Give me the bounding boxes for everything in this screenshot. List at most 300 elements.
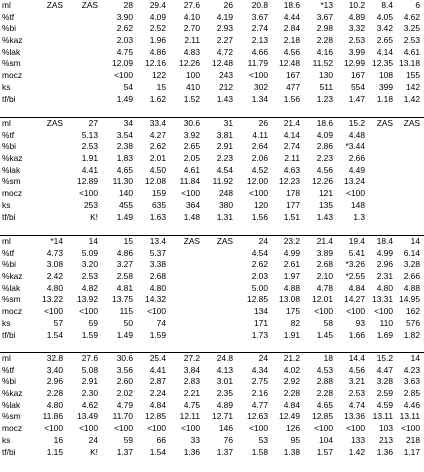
table-cell[interactable]: 167 — [351, 70, 365, 81]
table-cell[interactable]: 2.58 — [116, 271, 133, 282]
table-cell[interactable]: 1.56 — [251, 211, 268, 222]
table-cell[interactable]: 2.52 — [149, 23, 166, 34]
table-cell[interactable]: 2.24 — [149, 388, 166, 399]
table-cell[interactable]: 4.82 — [81, 282, 98, 293]
table-cell[interactable]: 2.60 — [116, 376, 133, 387]
table-cell[interactable]: 2.61 — [283, 259, 300, 270]
table-cell[interactable]: 2.86 — [316, 141, 333, 152]
table-cell[interactable]: 5.09 — [81, 247, 98, 258]
table-cell[interactable]: 95 — [290, 434, 300, 445]
table-cell[interactable]: 4.50 — [149, 164, 166, 175]
table-cell[interactable]: 33.4 — [149, 118, 166, 128]
table-cell[interactable]: 2.66 — [348, 153, 365, 164]
row-label[interactable]: %bi — [2, 23, 16, 34]
table-cell[interactable]: 1.82 — [403, 329, 420, 340]
table-cell[interactable]: 53 — [258, 434, 268, 445]
table-cell[interactable]: 1.23 — [316, 93, 333, 104]
table-cell[interactable]: 13.11 — [399, 411, 420, 422]
table-cell[interactable]: 4.88 — [403, 282, 420, 293]
table-cell[interactable]: 3.84 — [183, 364, 200, 375]
table-cell[interactable]: 1.36 — [376, 446, 393, 457]
table-cell[interactable]: 2.91 — [216, 141, 233, 152]
table-cell[interactable]: 13.4 — [149, 236, 166, 246]
table-cell[interactable]: 120 — [254, 199, 268, 210]
table-cell[interactable]: 5.13 — [81, 129, 98, 140]
table-cell[interactable]: 1.49 — [116, 93, 133, 104]
row-label[interactable]: %lak — [2, 282, 21, 293]
table-cell[interactable]: 19.4 — [348, 236, 365, 246]
table-cell[interactable]: 28 — [123, 0, 133, 10]
table-cell[interactable]: 1.43 — [316, 211, 333, 222]
table-cell[interactable]: 5.41 — [348, 247, 365, 258]
row-label[interactable]: %sm — [2, 411, 21, 422]
table-cell[interactable]: 15.2 — [348, 118, 365, 128]
table-cell[interactable]: 133 — [351, 434, 365, 445]
table-cell[interactable]: 59 — [123, 434, 133, 445]
table-cell[interactable]: 135 — [319, 199, 333, 210]
table-cell[interactable]: 243 — [219, 70, 233, 81]
table-cell[interactable]: 2.65 — [183, 141, 200, 152]
table-cell[interactable]: 140 — [119, 188, 133, 199]
table-cell[interactable]: 6.14 — [403, 247, 420, 258]
table-cell[interactable]: 3.38 — [149, 259, 166, 270]
table-cell[interactable]: 4.89 — [348, 11, 365, 22]
table-cell[interactable]: 1.36 — [183, 446, 200, 457]
row-label[interactable]: %sm — [2, 294, 21, 305]
table-cell[interactable]: K! — [90, 446, 98, 457]
row-label[interactable]: tf/bi — [2, 446, 16, 457]
table-cell[interactable]: 399 — [379, 81, 393, 92]
table-cell[interactable]: 148 — [351, 199, 365, 210]
table-cell[interactable]: 4.19 — [216, 11, 233, 22]
table-cell[interactable]: 3.67 — [251, 11, 268, 22]
table-cell[interactable]: 4.77 — [251, 399, 268, 410]
row-label[interactable]: %bi — [2, 259, 16, 270]
table-cell[interactable]: 4.99 — [283, 247, 300, 258]
table-cell[interactable]: <100 — [314, 423, 333, 434]
table-cell[interactable]: 12.63 — [247, 411, 268, 422]
table-cell[interactable]: 21.4 — [316, 236, 333, 246]
table-cell[interactable]: 2.91 — [81, 376, 98, 387]
table-cell[interactable]: 3.20 — [81, 259, 98, 270]
table-cell[interactable]: 511 — [319, 81, 333, 92]
row-label[interactable]: ml — [2, 236, 11, 246]
table-cell[interactable]: 3.27 — [116, 259, 133, 270]
table-cell[interactable]: 1.18 — [376, 93, 393, 104]
table-cell[interactable]: 4.80 — [46, 282, 63, 293]
table-cell[interactable]: 93 — [355, 317, 365, 328]
table-cell[interactable]: 1.62 — [149, 93, 166, 104]
table-cell[interactable]: 2.28 — [283, 388, 300, 399]
table-cell[interactable]: 1.59 — [81, 329, 98, 340]
table-cell[interactable]: 4.49 — [348, 164, 365, 175]
table-cell[interactable]: 3.42 — [376, 23, 393, 34]
table-cell[interactable]: 4.61 — [403, 46, 420, 57]
table-cell[interactable]: 4.14 — [283, 129, 300, 140]
table-cell[interactable]: 364 — [186, 199, 200, 210]
table-cell[interactable]: 4.84 — [283, 399, 300, 410]
table-cell[interactable]: <100 — [114, 423, 133, 434]
table-cell[interactable]: 4.89 — [216, 399, 233, 410]
table-cell[interactable]: 14.27 — [344, 294, 365, 305]
table-cell[interactable]: 3.81 — [216, 129, 233, 140]
table-cell[interactable]: 12.11 — [179, 411, 200, 422]
table-cell[interactable]: 3.28 — [403, 259, 420, 270]
table-cell[interactable]: 213 — [379, 434, 393, 445]
table-cell[interactable]: 1.91 — [283, 329, 300, 340]
table-cell[interactable]: <100 — [401, 423, 420, 434]
table-cell[interactable]: 2.53 — [348, 35, 365, 46]
table-cell[interactable]: 15 — [123, 236, 133, 246]
table-cell[interactable]: 3.25 — [403, 23, 420, 34]
table-cell[interactable]: 13.31 — [372, 294, 393, 305]
table-cell[interactable]: 14 — [410, 236, 420, 246]
table-cell[interactable]: 32.8 — [46, 353, 63, 363]
table-cell[interactable]: 2.38 — [116, 141, 133, 152]
table-cell[interactable]: 142 — [406, 81, 420, 92]
table-cell[interactable]: 27.2 — [183, 353, 200, 363]
row-label[interactable]: mocz — [2, 423, 23, 434]
table-cell[interactable]: 2.35 — [216, 388, 233, 399]
table-cell[interactable]: 178 — [286, 188, 300, 199]
table-cell[interactable]: 30.6 — [116, 353, 133, 363]
row-label[interactable]: %kaz — [2, 153, 23, 164]
table-cell[interactable]: 24 — [88, 434, 98, 445]
table-cell[interactable]: 2.01 — [149, 153, 166, 164]
table-cell[interactable]: *3.26 — [345, 259, 365, 270]
table-cell[interactable]: 24 — [258, 236, 268, 246]
table-cell[interactable]: 4.56 — [283, 46, 300, 57]
table-cell[interactable]: 12.01 — [312, 294, 333, 305]
table-cell[interactable]: 4.41 — [149, 364, 166, 375]
table-cell[interactable]: 1.73 — [251, 329, 268, 340]
table-cell[interactable]: 13.08 — [279, 294, 300, 305]
table-cell[interactable]: 2.96 — [376, 259, 393, 270]
table-cell[interactable]: 13.22 — [42, 294, 63, 305]
table-cell[interactable]: 122 — [152, 70, 166, 81]
table-cell[interactable]: 1.37 — [116, 446, 133, 457]
table-cell[interactable]: 1.54 — [46, 329, 63, 340]
row-label[interactable]: tf/bi — [2, 211, 16, 222]
table-cell[interactable]: 12.26 — [312, 176, 333, 187]
table-cell[interactable]: 2.74 — [283, 141, 300, 152]
table-cell[interactable]: 2.16 — [251, 388, 268, 399]
table-cell[interactable]: 126 — [286, 423, 300, 434]
table-cell[interactable]: 1.42 — [403, 93, 420, 104]
row-label[interactable]: %kaz — [2, 271, 23, 282]
table-cell[interactable]: 3.54 — [116, 129, 133, 140]
table-cell[interactable]: 2.30 — [81, 388, 98, 399]
table-cell[interactable]: ZAS — [46, 0, 63, 10]
table-cell[interactable]: 2.85 — [403, 388, 420, 399]
table-cell[interactable]: 4.88 — [283, 282, 300, 293]
table-cell[interactable]: <100 — [249, 188, 268, 199]
table-cell[interactable]: 4.16 — [316, 46, 333, 57]
table-cell[interactable]: 1.91 — [81, 153, 98, 164]
table-cell[interactable]: 4.81 — [116, 282, 133, 293]
table-cell[interactable]: 11.30 — [112, 176, 133, 187]
table-cell[interactable]: 24.8 — [216, 353, 233, 363]
table-cell[interactable]: 14 — [88, 236, 98, 246]
table-cell[interactable]: 2.68 — [149, 271, 166, 282]
table-cell[interactable]: 12.85 — [145, 411, 166, 422]
table-cell[interactable]: 4.34 — [251, 364, 268, 375]
table-cell[interactable]: 2.84 — [283, 23, 300, 34]
row-label[interactable]: ks — [2, 81, 11, 92]
table-cell[interactable]: 50 — [123, 317, 133, 328]
table-cell[interactable]: 4.75 — [116, 46, 133, 57]
table-cell[interactable]: <100 — [79, 188, 98, 199]
table-cell[interactable]: 477 — [286, 81, 300, 92]
table-cell[interactable]: <100 — [181, 423, 200, 434]
table-cell[interactable]: 8.4 — [381, 0, 393, 10]
table-cell[interactable]: 1.49 — [116, 329, 133, 340]
table-cell[interactable]: 13.92 — [77, 294, 98, 305]
row-label[interactable]: %kaz — [2, 35, 23, 46]
table-cell[interactable]: 2.18 — [283, 35, 300, 46]
table-cell[interactable]: 58 — [323, 317, 333, 328]
table-cell[interactable]: 2.87 — [149, 376, 166, 387]
table-cell[interactable]: 2.96 — [46, 376, 63, 387]
table-cell[interactable]: <100 — [181, 188, 200, 199]
table-cell[interactable]: 18.4 — [376, 236, 393, 246]
table-cell[interactable]: 4.86 — [149, 46, 166, 57]
table-cell[interactable]: 218 — [406, 434, 420, 445]
table-cell[interactable]: 13.36 — [344, 411, 365, 422]
table-cell[interactable]: 134 — [254, 306, 268, 317]
table-cell[interactable]: 2.13 — [251, 35, 268, 46]
table-cell[interactable]: 82 — [290, 317, 300, 328]
table-cell[interactable]: 110 — [379, 317, 393, 328]
table-cell[interactable]: 1.48 — [183, 211, 200, 222]
table-cell[interactable]: 31 — [223, 118, 233, 128]
table-cell[interactable]: 115 — [119, 306, 133, 317]
table-cell[interactable]: 4.99 — [376, 247, 393, 258]
table-cell[interactable]: 4.84 — [348, 282, 365, 293]
table-cell[interactable]: 11.86 — [42, 411, 63, 422]
table-cell[interactable]: 2.62 — [251, 259, 268, 270]
table-cell[interactable]: 21.2 — [283, 353, 300, 363]
table-cell[interactable]: 167 — [286, 70, 300, 81]
table-cell[interactable]: 4.86 — [116, 247, 133, 258]
table-cell[interactable]: 2.66 — [403, 271, 420, 282]
table-cell[interactable]: 5.37 — [149, 247, 166, 258]
table-cell[interactable]: 25.4 — [149, 353, 166, 363]
table-cell[interactable]: 2.28 — [46, 388, 63, 399]
table-cell[interactable]: 212 — [219, 81, 233, 92]
table-cell[interactable]: 4.14 — [376, 46, 393, 57]
table-cell[interactable]: 2.42 — [46, 271, 63, 282]
table-cell[interactable]: 554 — [351, 81, 365, 92]
row-label[interactable]: %lak — [2, 399, 21, 410]
table-cell[interactable]: 1.63 — [149, 211, 166, 222]
table-cell[interactable]: 3.63 — [403, 376, 420, 387]
table-cell[interactable]: 13.18 — [399, 58, 420, 69]
table-cell[interactable]: 2.21 — [183, 388, 200, 399]
table-cell[interactable]: 12.48 — [279, 58, 300, 69]
table-cell[interactable]: 1.66 — [348, 329, 365, 340]
table-cell[interactable]: 59 — [88, 317, 98, 328]
table-cell[interactable]: 12.23 — [279, 176, 300, 187]
table-cell[interactable]: 74 — [156, 317, 166, 328]
table-cell[interactable]: 4.78 — [316, 282, 333, 293]
table-cell[interactable]: 3.21 — [348, 376, 365, 387]
table-cell[interactable]: 1.15 — [46, 446, 63, 457]
table-cell[interactable]: 4.27 — [149, 129, 166, 140]
table-cell[interactable]: 177 — [286, 199, 300, 210]
table-cell[interactable]: 66 — [156, 434, 166, 445]
table-cell[interactable]: 14.32 — [145, 294, 166, 305]
table-cell[interactable]: 3.40 — [46, 364, 63, 375]
table-cell[interactable]: 6 — [415, 0, 420, 10]
table-cell[interactable]: 11.52 — [312, 58, 333, 69]
table-cell[interactable]: 2.28 — [316, 388, 333, 399]
row-label[interactable]: %bi — [2, 376, 16, 387]
table-cell[interactable]: 12.48 — [212, 58, 233, 69]
table-cell[interactable]: <100 — [346, 423, 365, 434]
table-cell[interactable]: 2.11 — [184, 35, 200, 46]
table-cell[interactable]: 4.75 — [183, 399, 200, 410]
table-cell[interactable]: 248 — [219, 188, 233, 199]
table-cell[interactable]: 2.98 — [316, 23, 333, 34]
table-cell[interactable]: 2.53 — [348, 388, 365, 399]
table-cell[interactable]: 3.28 — [376, 376, 393, 387]
table-cell[interactable]: 11.92 — [212, 176, 233, 187]
table-cell[interactable]: 1.57 — [316, 446, 333, 457]
table-cell[interactable]: 3.32 — [348, 23, 365, 34]
table-cell[interactable]: 3.99 — [348, 46, 365, 57]
table-cell[interactable]: <100 — [374, 306, 393, 317]
table-cell[interactable]: 1.69 — [376, 329, 393, 340]
table-cell[interactable]: 4.52 — [251, 164, 268, 175]
table-cell[interactable]: 2.10 — [316, 271, 333, 282]
table-cell[interactable]: *13 — [320, 0, 333, 10]
table-cell[interactable]: *3.44 — [345, 141, 365, 152]
table-cell[interactable]: 12.16 — [145, 58, 166, 69]
table-cell[interactable]: 3.67 — [316, 11, 333, 22]
table-cell[interactable]: 57 — [53, 317, 63, 328]
table-cell[interactable]: 4.80 — [149, 282, 166, 293]
table-cell[interactable]: ZAS — [81, 0, 98, 10]
table-cell[interactable]: 171 — [254, 317, 268, 328]
table-cell[interactable]: 1.34 — [251, 93, 268, 104]
row-label[interactable]: ml — [2, 118, 11, 128]
row-label[interactable]: ks — [2, 199, 11, 210]
row-label[interactable]: %tf — [2, 11, 15, 22]
table-cell[interactable]: 2.11 — [284, 153, 300, 164]
table-cell[interactable]: 3.90 — [116, 11, 133, 22]
table-cell[interactable]: 30.6 — [183, 118, 200, 128]
table-cell[interactable]: 1.83 — [116, 153, 133, 164]
table-cell[interactable]: 4.73 — [46, 247, 63, 258]
table-cell[interactable]: 12.71 — [212, 411, 233, 422]
table-cell[interactable]: 2.23 — [316, 153, 333, 164]
table-cell[interactable]: 2.23 — [216, 153, 233, 164]
table-cell[interactable]: 1.59 — [149, 329, 166, 340]
table-cell[interactable]: 12.85 — [247, 294, 268, 305]
table-cell[interactable]: 4.83 — [183, 46, 200, 57]
table-cell[interactable]: 2.62 — [149, 141, 166, 152]
table-cell[interactable]: 2.83 — [183, 376, 200, 387]
table-cell[interactable]: 4.23 — [403, 364, 420, 375]
table-cell[interactable]: 24 — [258, 353, 268, 363]
table-cell[interactable]: 2.06 — [251, 153, 268, 164]
table-cell[interactable]: 1.54 — [149, 446, 166, 457]
table-cell[interactable]: 1.56 — [283, 93, 300, 104]
table-cell[interactable]: 1.51 — [283, 211, 300, 222]
table-cell[interactable]: 2.93 — [216, 23, 233, 34]
table-cell[interactable]: 4.09 — [149, 11, 166, 22]
table-cell[interactable]: 108 — [379, 70, 393, 81]
row-label[interactable]: ml — [2, 353, 11, 363]
row-label[interactable]: %tf — [2, 364, 15, 375]
table-cell[interactable]: 4.66 — [251, 46, 268, 57]
table-cell[interactable]: 2.02 — [116, 388, 133, 399]
table-cell[interactable]: 33 — [190, 434, 200, 445]
table-cell[interactable]: 2.53 — [81, 271, 98, 282]
table-cell[interactable]: 12.26 — [179, 58, 200, 69]
table-cell[interactable]: 159 — [152, 188, 166, 199]
row-label[interactable]: tf/bi — [2, 93, 16, 104]
table-cell[interactable]: 4.46 — [403, 399, 420, 410]
table-cell[interactable]: 1.58 — [251, 446, 268, 457]
table-cell[interactable]: 2.03 — [116, 35, 133, 46]
table-cell[interactable]: 10.2 — [348, 0, 365, 10]
table-cell[interactable]: 2.03 — [251, 271, 268, 282]
table-cell[interactable]: <100 — [147, 306, 166, 317]
table-cell[interactable]: 11.84 — [179, 176, 200, 187]
table-cell[interactable]: 21.4 — [283, 118, 300, 128]
table-cell[interactable]: 2.64 — [251, 141, 268, 152]
table-cell[interactable]: 5.08 — [81, 364, 98, 375]
table-cell[interactable]: 2.74 — [251, 23, 268, 34]
row-label[interactable]: %lak — [2, 46, 21, 57]
table-cell[interactable]: 4.84 — [149, 399, 166, 410]
table-cell[interactable]: 18.6 — [316, 118, 333, 128]
table-cell[interactable]: 11.70 — [112, 411, 133, 422]
table-cell[interactable]: 27 — [88, 118, 98, 128]
table-cell[interactable]: <100 — [44, 306, 63, 317]
table-cell[interactable]: 54 — [123, 81, 133, 92]
table-cell[interactable]: 13.11 — [372, 411, 393, 422]
table-cell[interactable]: 5.00 — [251, 282, 268, 293]
table-cell[interactable]: 76 — [223, 434, 233, 445]
table-cell[interactable]: 4.53 — [316, 364, 333, 375]
table-cell[interactable]: ZAS — [216, 236, 233, 246]
table-cell[interactable]: 3.89 — [316, 247, 333, 258]
table-cell[interactable]: 1.45 — [316, 329, 333, 340]
table-cell[interactable]: 13.49 — [77, 411, 98, 422]
table-cell[interactable]: 4.56 — [316, 164, 333, 175]
row-label[interactable]: ks — [2, 434, 11, 445]
row-label[interactable]: mocz — [2, 70, 23, 81]
table-cell[interactable]: 635 — [152, 199, 166, 210]
table-cell[interactable]: 1.43 — [216, 93, 233, 104]
table-cell[interactable]: 4.65 — [116, 164, 133, 175]
table-cell[interactable]: 1.49 — [116, 211, 133, 222]
table-cell[interactable]: 4.62 — [403, 11, 420, 22]
table-cell[interactable]: 14.4 — [348, 353, 365, 363]
table-cell[interactable]: 4.63 — [283, 164, 300, 175]
table-cell[interactable]: 3.01 — [216, 376, 233, 387]
table-cell[interactable]: 13.75 — [112, 294, 133, 305]
table-cell[interactable]: 2.28 — [316, 35, 333, 46]
table-cell[interactable]: 1.37 — [216, 446, 233, 457]
row-label[interactable]: ks — [2, 317, 11, 328]
row-label[interactable]: mocz — [2, 188, 23, 199]
row-label[interactable]: %tf — [2, 247, 15, 258]
table-cell[interactable]: 4.54 — [216, 164, 233, 175]
